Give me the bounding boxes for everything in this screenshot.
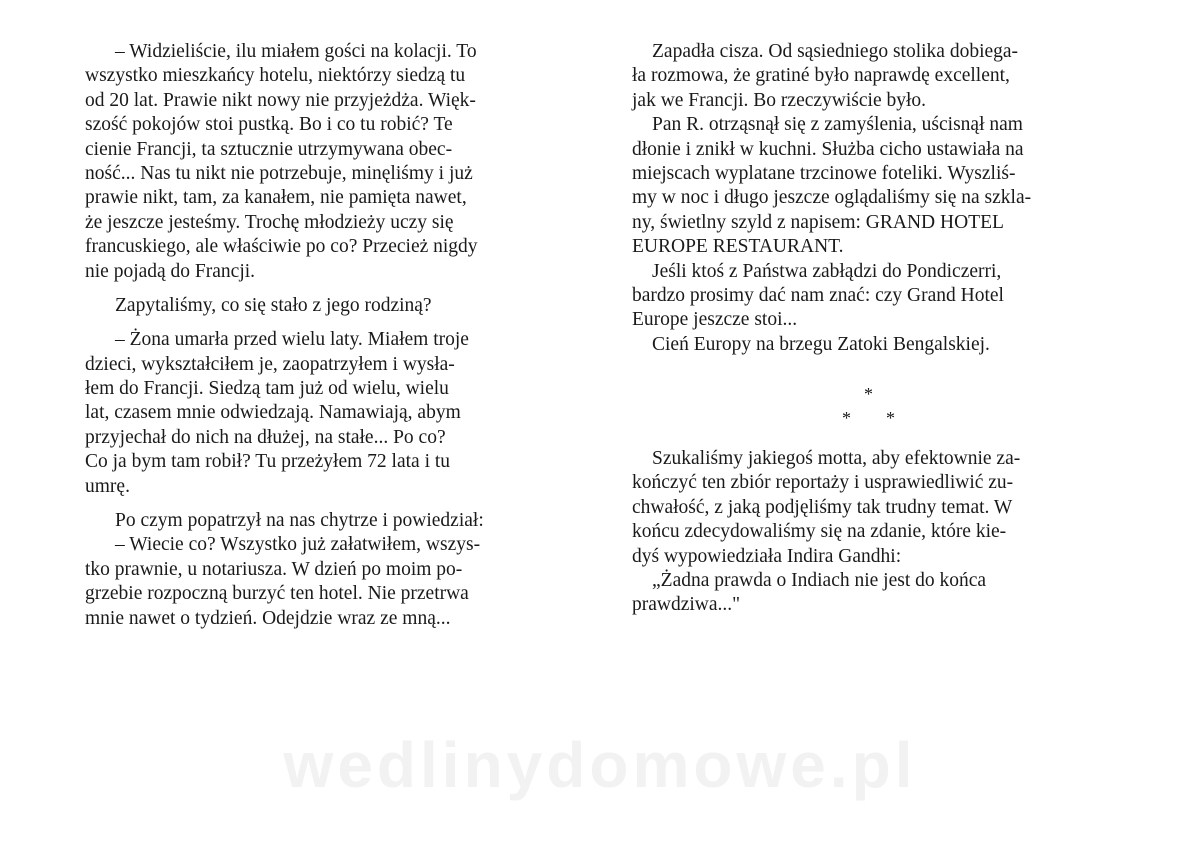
asterisk: * xyxy=(864,384,873,405)
text-line: francuskiego, ale właściwie po co? Przecież nigdy xyxy=(85,236,478,258)
watermark: wedlinydomowe.pl xyxy=(283,729,917,801)
text-line: tko prawnie, u notariusza. W dzień po moim po- xyxy=(85,558,463,580)
asterisk: * xyxy=(886,408,895,429)
text-line: Zapytaliśmy, co się stało z jego rodziną? xyxy=(115,294,432,316)
text-line: chwałość, z jaką podjęliśmy tak trudny temat. W xyxy=(632,496,1013,518)
text-line: mnie nawet o tydzień. Odejdzie wraz ze mną... xyxy=(85,607,451,629)
text-line: kończyć ten zbiór reportaży i usprawiedliwić zu- xyxy=(632,472,1014,494)
text-line: wszystko mieszkańcy hotelu, niektórzy siedzą tu xyxy=(85,65,466,87)
text-line: EUROPE RESTAURANT. xyxy=(632,236,844,258)
text-line: Zapadła cisza. Od sąsiedniego stolika dobiega- xyxy=(652,41,1019,62)
text-line: dzieci, wykształciłem je, zaopatrzyłem i wysła- xyxy=(85,353,455,375)
paragraph xyxy=(85,328,567,499)
text-line: Europe jeszcze stoi... xyxy=(632,309,798,331)
text-line: cienie Francji, ta sztucznie utrzymywana obec- xyxy=(85,138,453,160)
text-line: Jeśli ktoś z Państwa zabłądzi do Pondiczerri, xyxy=(652,260,1002,282)
text-line: szość pokojów stoi pustką. Bo i co tu robić? Te xyxy=(85,114,453,136)
text-line: dłonie i znikł w kuchni. Służba cicho ustawiała na xyxy=(632,138,1024,160)
paragraph xyxy=(632,447,1114,618)
text-line: miejscach wyplatane trzcinowe foteliki. Wyszliś- xyxy=(632,162,1016,184)
paragraph xyxy=(632,40,1114,357)
text-line: umrę. xyxy=(85,475,130,497)
text-line: „Żadna prawda o Indiach nie jest do końca xyxy=(652,570,987,592)
text-line: końcu zdecydowaliśmy się na zdanie, które kie- xyxy=(632,521,1007,543)
left-column xyxy=(85,40,567,631)
text-line: ność... Nas tu nikt nie potrzebuje, minęliśmy i już xyxy=(85,162,473,184)
text-line: Po czym popatrzył na nas chytrze i powiedział: xyxy=(115,510,484,532)
text-line: grzebie rozpoczną burzyć ten hotel. Nie przetrwa xyxy=(85,583,469,605)
paragraph xyxy=(85,40,567,284)
text-line: – Żona umarła przed wielu laty. Miałem troje xyxy=(115,329,469,351)
text-line: ny, świetlny szyld z napisem: GRAND HOTEL xyxy=(632,211,1004,233)
text-line: że jeszcze jesteśmy. Trochę młodzieży uczy się xyxy=(85,211,454,233)
text-line: Szukaliśmy jakiegoś motta, aby efektownie za- xyxy=(652,448,1021,470)
text-line: my w noc i długo jeszcze oglądaliśmy się na szkla- xyxy=(632,187,1032,209)
text-line: Pan R. otrząsnął się z zamyślenia, uścisnął nam xyxy=(652,114,1023,136)
text-line: przyjechał do nich na dłużej, na stałe... Po co? xyxy=(85,426,446,448)
text-line: nie pojadą do Francji. xyxy=(85,260,256,282)
text-line: od 20 lat. Prawie nikt nowy nie przyjeżdża. Więk- xyxy=(85,89,476,111)
text-line: bardzo prosimy dać nam znać: czy Grand Hotel xyxy=(632,284,1004,306)
text-line: jak we Francji. Bo rzeczywiście było. xyxy=(632,89,927,111)
paragraph xyxy=(85,509,567,631)
section-separator xyxy=(632,357,1114,447)
text-line: lat, czasem mnie odwiedzają. Namawiają, abym xyxy=(85,402,461,424)
text-line: łem do Francji. Siedzą tam już od wielu, wielu xyxy=(85,378,449,400)
text-line: – Wiecie co? Wszystko już załatwiłem, wszys- xyxy=(115,534,481,556)
text-line: Co ja bym tam robił? Tu przeżyłem 72 lata i tu xyxy=(85,451,451,473)
text-line: – Widzieliście, ilu miałem gości na kolacji. To xyxy=(115,41,477,62)
text-line: prawie nikt, tam, za kanałem, nie pamięta nawet, xyxy=(85,187,467,209)
paragraph xyxy=(85,294,567,318)
text-line: dyś wypowiedziała Indira Gandhi: xyxy=(632,545,902,567)
text-line: Cień Europy na brzegu Zatoki Bengalskiej. xyxy=(652,333,990,355)
asterisk: * xyxy=(842,408,851,429)
text-line: ła rozmowa, że gratiné było naprawdę excellent, xyxy=(632,65,1010,87)
right-column xyxy=(632,40,1114,618)
text-line: prawdziwa..." xyxy=(632,594,741,616)
